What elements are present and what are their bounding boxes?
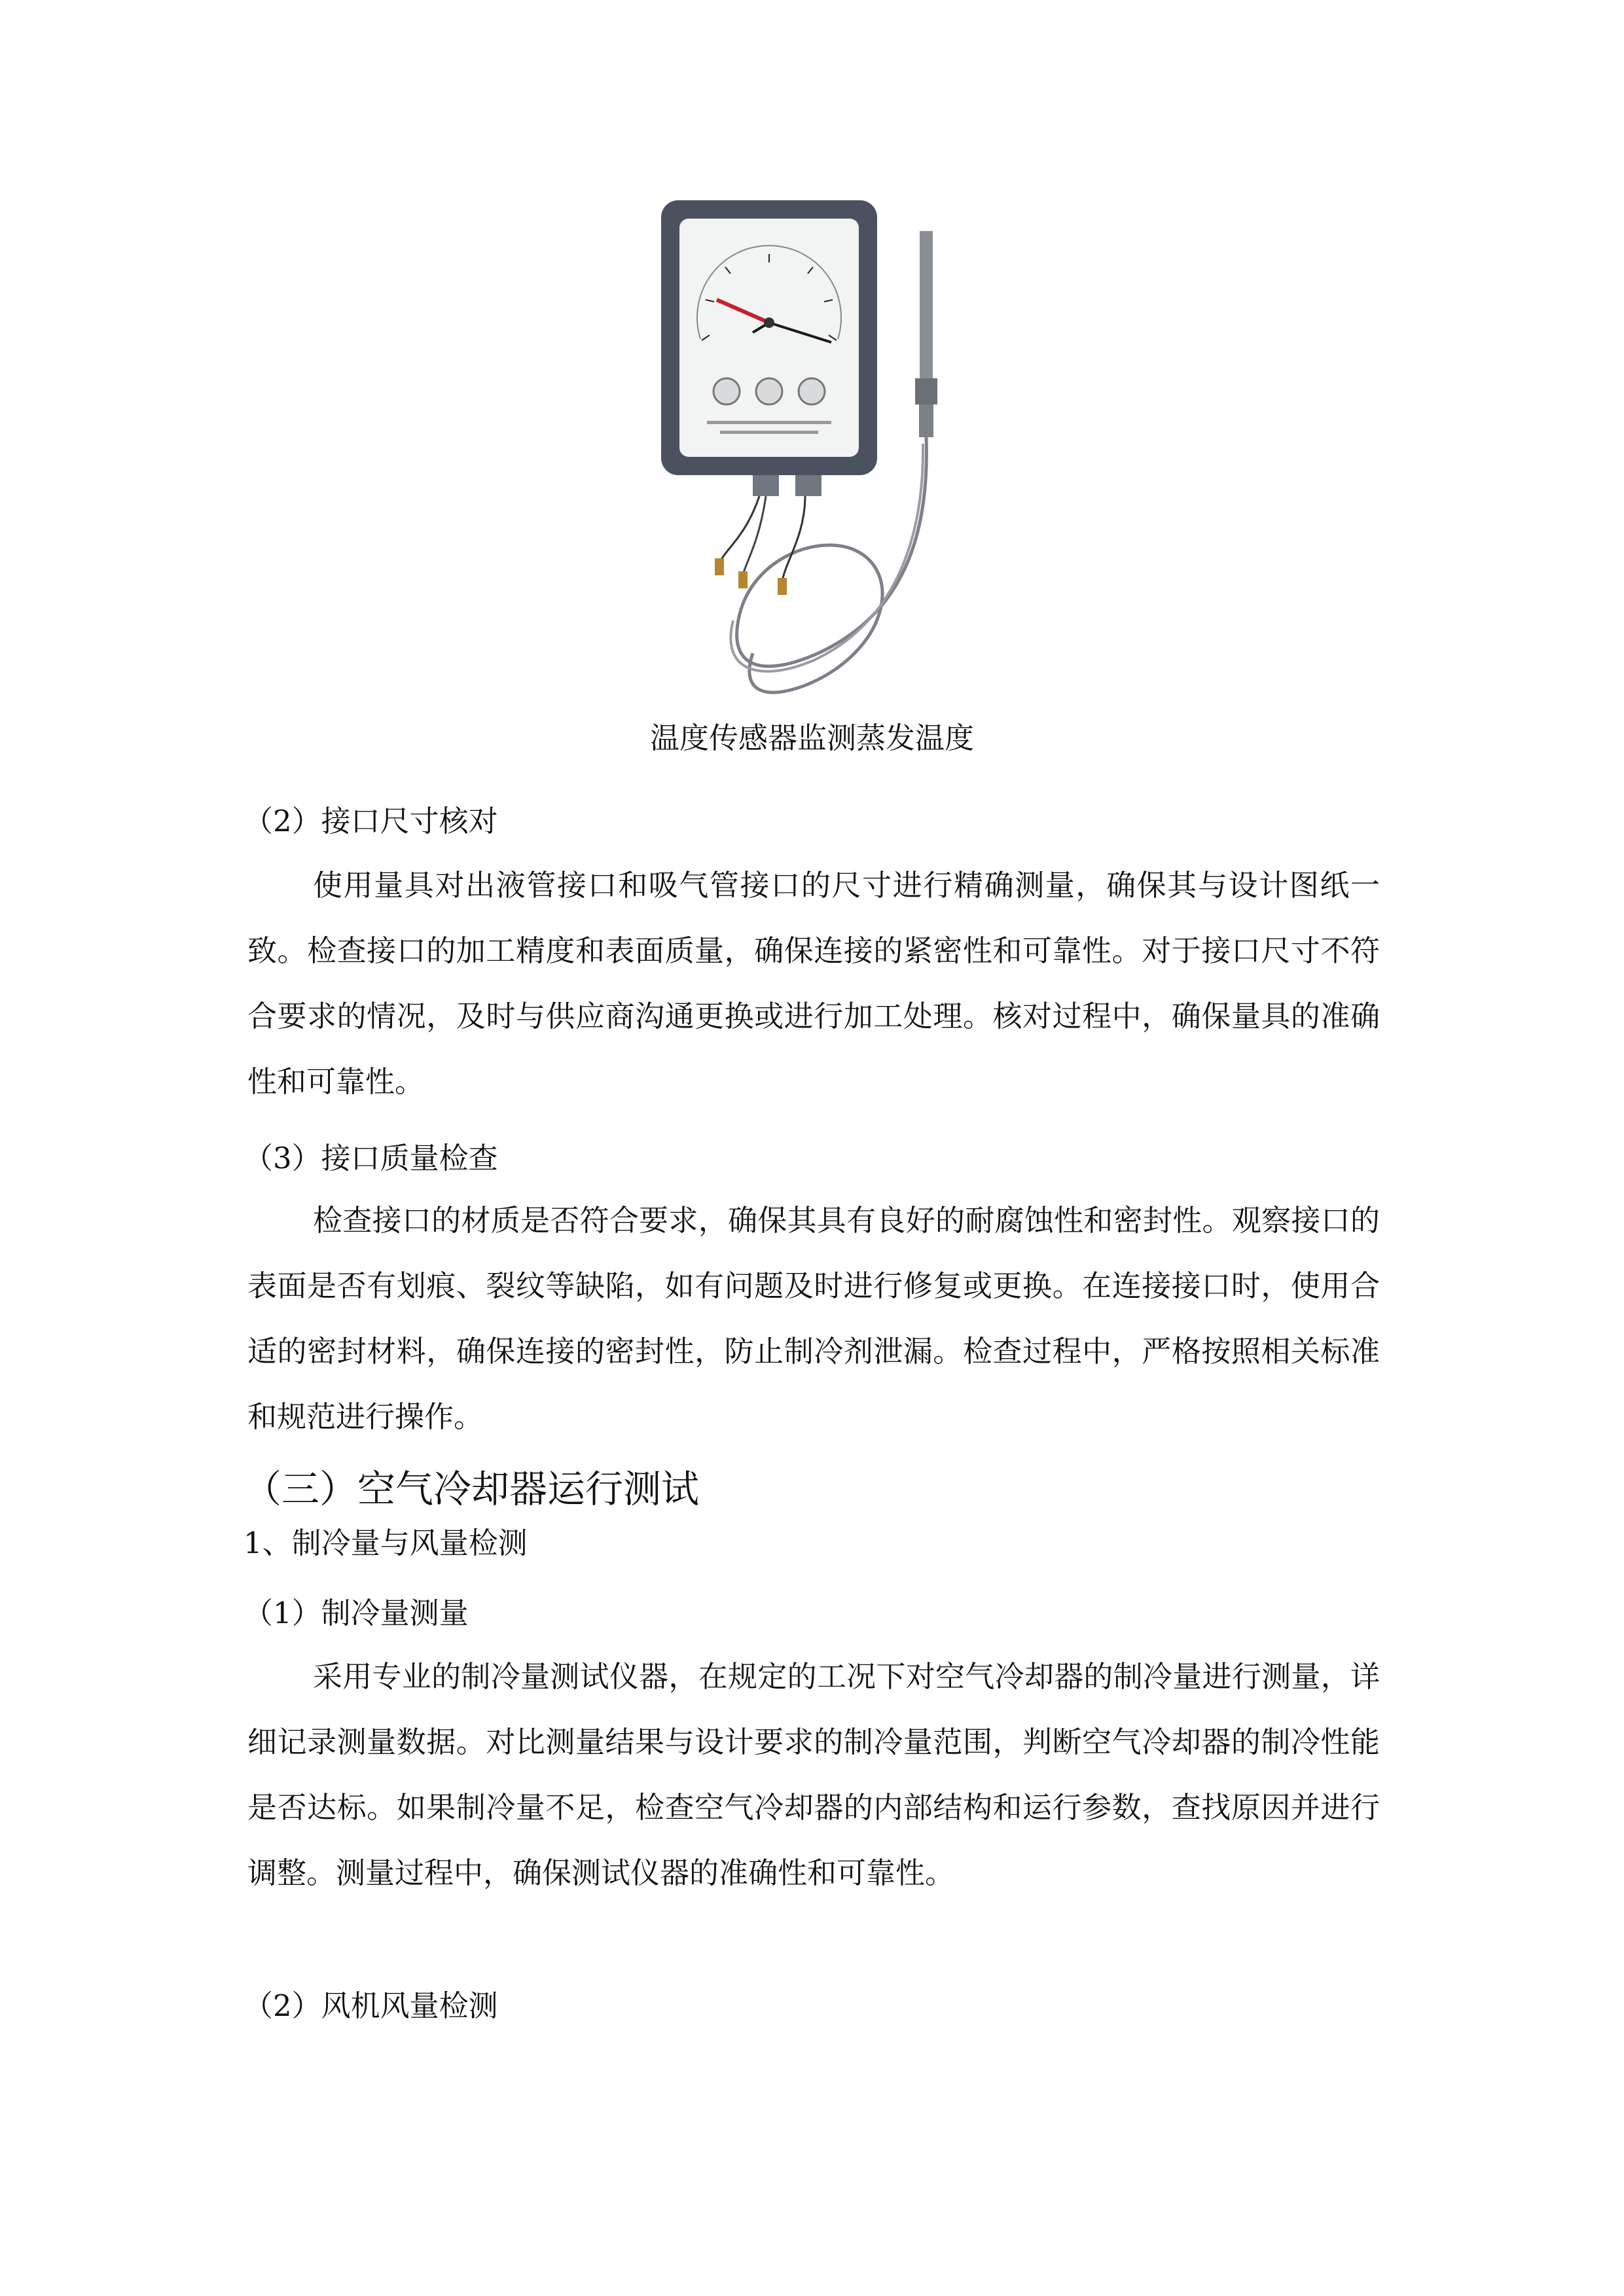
subheading-cooling-capacity: （1）制冷量测量: [244, 1596, 469, 1630]
subheading-interface-size-check: （2）接口尺寸核对: [244, 804, 498, 838]
subheading-fan-airflow: （2）风机风量检测: [244, 1988, 498, 2023]
thermometer-gauge-with-probe-icon: [655, 195, 969, 712]
paragraph-interface-quality-check: 检查接口的材质是否符合要求，确保其具有良好的耐腐蚀性和密封性。观察接口的表面是否有划痕、裂纹等缺陷，如有问题及时进行修复或更换。在连接接口时，使用合适的密封材料，确保连接的密封性，防止制冷剂泄漏。检查过程中，严格按照相关标准和规范进行操作。: [247, 1203, 1380, 1434]
item-heading-cooling-airflow: 1、制冷量与风量检测: [244, 1526, 528, 1560]
subheading-interface-quality-check: （3）接口质量检查: [244, 1141, 498, 1175]
paragraph-cooling-capacity: 采用专业的制冷量测试仪器，在规定的工况下对空气冷却器的制冷量进行测量，详细记录测量数据。对比测量结果与设计要求的制冷量范围，判断空气冷却器的制冷性能是否达标。如果制冷量不足，检查空气冷却器的内部结构和运行参数，查找原因并进行调整。测量过程中，确保测试仪器的准确性和可靠性。: [247, 1659, 1380, 1890]
paragraph-interface-size-check: 使用量具对出液管接口和吸气管接口的尺寸进行精确测量，确保其与设计图纸一致。检查接口的加工精度和表面质量，确保连接的紧密性和可靠性。对于接口尺寸不符合要求的情况，及时与供应商沟通更换或进行加工处理。核对过程中，确保量具的准确性和可靠性。: [247, 868, 1380, 1099]
section-title-air-cooler-test: （三）空气冷却器运行测试: [244, 1467, 700, 1511]
figure-caption: 温度传感器监测蒸发温度: [649, 721, 974, 755]
